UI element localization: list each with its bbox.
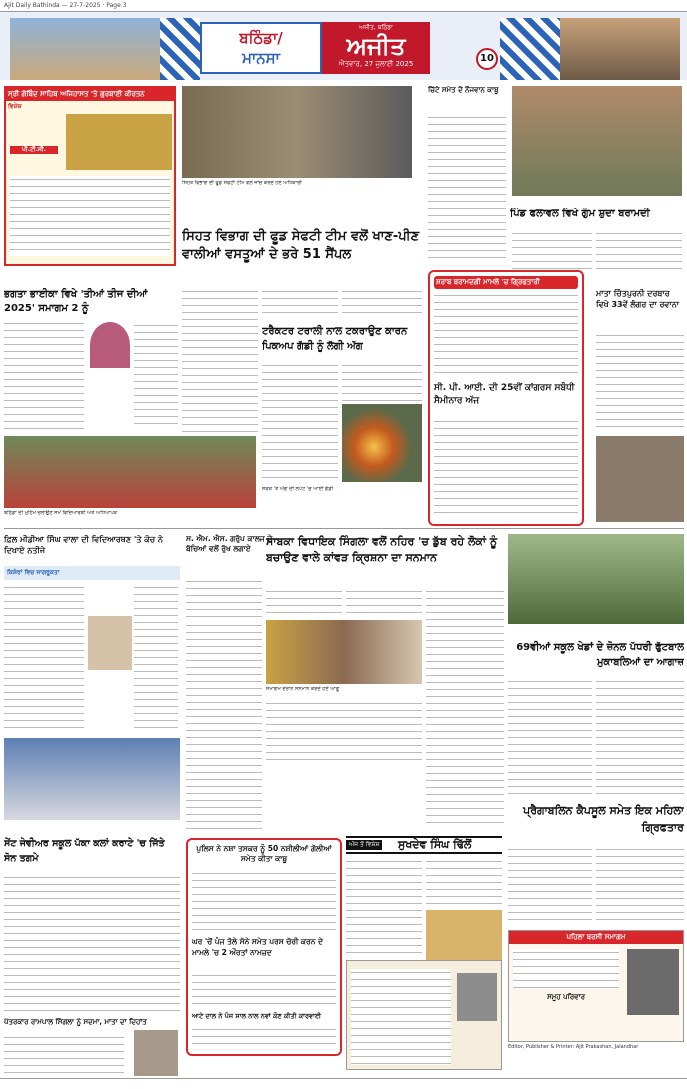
memorial-ad-family: ਸਮੂਹ ਪਰਿਵਾਰ — [547, 993, 585, 1001]
theft-body — [192, 972, 336, 1008]
football-headline: 69ਵੀਆਂ ਸਕੂਲ ਖੇਡਾਂ ਦੇ ਜ਼ੋਨਲ ਪੱਧਰੀ ਫੁੱਟਬਾਲ ਮੁਕਾਬਲਿਆਂ ਦਾ ਆਗਾਜ਼ — [516, 642, 684, 668]
newspaper-logo — [322, 22, 430, 74]
sms-body — [186, 578, 262, 618]
football-body-1 — [508, 678, 592, 798]
pregabalin-body-2 — [596, 846, 684, 926]
masthead-photo-left — [10, 18, 160, 80]
issue-date: ਐਤਵਾਰ, 27 ਜੁਲਾਈ 2025 — [338, 60, 414, 68]
promo-title: ਸ੍ਰੀ ਗੋਬਿੰਦ ਸਾਹਿਬ ਅਜਿਹਾਸਤ 'ਤੇ ਗੁਰਬਾਣੀ ਕੀਰਤਨ — [6, 88, 174, 101]
ad-center-photo — [457, 973, 497, 1021]
pregabalin-body-1 — [508, 846, 592, 926]
obituary-body — [4, 1034, 124, 1074]
football-photo — [508, 534, 684, 624]
ad-block-center — [346, 960, 502, 1070]
promo-badge: ਪੀ.ਟੀ.ਸੀ. — [10, 146, 58, 154]
print-strip: Ajit Daily Bathinda — 27-7-2025 · Page 3 — [0, 0, 687, 12]
school-body — [4, 874, 180, 1014]
obituary-photo — [134, 1030, 178, 1076]
masthead-photo-right — [560, 18, 680, 80]
police-red-box — [186, 838, 342, 1056]
village-body — [512, 230, 592, 270]
fire-caption: ਸੜਕ 'ਤੇ ਅੱਗ ਦੀ ਲਪੇਟ 'ਚ ਆਈ ਗੱਡੀ — [262, 486, 334, 492]
singla-headline: ਸਾਬਕਾ ਵਿਧਾਇਕ ਸਿੰਗਲਾ ਵਲੋਂ ਨਹਿਰ 'ਚ ਡੁੱਬ ਰਹੇ ਲੋਕਾਂ ਨੂੰ ਬਚਾਉਣ ਵਾਲੇ ਕਾਂਵੜ ਕ੍ਰਿਸ਼ਨਾ ਦਾ ਸਨਮਾਨ — [266, 535, 498, 564]
sms-body-2 — [186, 622, 262, 834]
liquor-red-box — [428, 270, 584, 526]
section-divider — [4, 528, 684, 529]
liquor-body — [434, 292, 578, 376]
cpi-headline: ਸੀ. ਪੀ. ਆਈ. ਦੀ 25ਵੀਂ ਕਾਂਗਰਸ ਸਬੰਧੀ ਸੈਮੀਨਾਰ ਅੱਜ — [434, 383, 575, 406]
page-number: 10 — [476, 48, 498, 70]
fire-headline: ਟਰੈਕਟਰ ਟਰਾਲੀ ਨਾਲ ਟਕਰਾਉਣ ਕਾਰਨ ਪਿਕਅਪ ਗੱਡੀ ਨੂੰ ਲੱਗੀ ਅੱਗ — [262, 326, 408, 352]
feature-band — [346, 836, 502, 854]
arrest-body — [428, 114, 506, 264]
food-safety-body-1 — [182, 288, 258, 433]
teej-body-2 — [134, 322, 178, 430]
masthead-pattern-left — [160, 18, 200, 80]
food-safety-caption: ਸਿਹਤ ਵਿਭਾਗ ਦੀ ਫੂਡ ਸੇਫਟੀ ਟੀਮ ਵਲੋਂ ਜਾਂਚ ਕਰਦੇ ਹੋਏ ਅਧਿਕਾਰੀ — [182, 180, 302, 186]
promo-box — [4, 86, 176, 266]
golden-temple-photo — [66, 114, 172, 170]
pregabalin-headline: ਪ੍ਰੈਗਾਬਲਿਨ ਕੈਪਸੂਲ ਸਮੇਤ ਇਕ ਮਹਿਲਾ ਗ੍ਰਿਫਤਾਰ — [523, 804, 684, 834]
feature-tag: ਅੱਜ ਤੋਂ ਵਿਸ਼ੇਸ਼ — [346, 840, 382, 850]
mata-headline: ਮਾਤਾ ਚਿੰਤਪੁਰਨੀ ਦਰਬਾਰ ਵਿਖੇ 33ਵੇਂ ਲੰਗਰ ਦਾ ਰਵਾਨਾ — [596, 289, 680, 309]
memorial-ad — [508, 930, 684, 1042]
fire-body-1 — [262, 362, 338, 482]
teej-portrait — [90, 322, 130, 368]
teej-headline: ਭਗਤਾ ਭਾਈਕਾ ਵਿਖੇ 'ਤੀਆਂ ਤੀਜ ਦੀਆਂ 2025' ਸਮਾਗਮ 2 ਨੂੰ — [4, 289, 148, 314]
masthead-pattern-right — [500, 18, 560, 80]
arrest-headline: ਚਿੱਟੇ ਸਮੇਤ ਦੋ ਨੌਜਵਾਨ ਕਾਬੂ — [428, 86, 499, 94]
flour-body — [192, 1026, 336, 1050]
obituary-headline: ਪੱਤਰਕਾਰ ਰਾਮਪਾਲ ਸਿੰਗਲਾ ਨੂੰ ਸਦਮਾ, ਮਾਤਾ ਦਾ ਦਿਹਾਂਤ — [4, 1018, 147, 1026]
food-safety-headline: ਸਿਹਤ ਵਿਭਾਗ ਦੀ ਫੂਡ ਸੇਫਟੀ ਟੀਮ ਵਲੋਂ ਖਾਣ-ਪੀਣ ਵਾਲੀਆਂ ਵਸਤੂਆਂ ਦੇ ਭਰੇ 51 ਸੈਂਪਲ — [182, 229, 420, 262]
memorial-ad-photo — [627, 949, 679, 1015]
feature-body-1 — [346, 858, 422, 954]
gathering-photo — [512, 86, 682, 196]
feature-body-2 — [426, 858, 502, 908]
memorial-ad-text — [513, 949, 619, 989]
theft-headline: ਘਰ 'ਚੋਂ ਪੰਜ ਤੋਲੇ ਸੋਨੇ ਸਮੇਤ ਪਰਸ ਚੋਰੀ ਕਰਨ ਦੇ ਮਾਮਲੇ 'ਚ 2 ਔਰਤਾਂ ਨਾਮਜ਼ਦ — [192, 937, 323, 957]
singla-body-3 — [426, 588, 504, 828]
fire-photo — [342, 404, 422, 482]
singla-photo — [266, 620, 422, 684]
flour-headline: ਆਟੇ ਦਾਲ ਨੇ ਪੰਜ ਸਾਲ ਨਾਲ ਨਵਾਂ ਕੋਣ ਕੀਤੀ ਕਾਰਵਾਈ — [192, 1012, 321, 1020]
singla-body-1 — [266, 588, 342, 618]
girl-athlete-headline: ਫ਼ਿਲ ਮੀਡੀਆ ਸਿੰਘ ਵਾਲਾ ਦੀ ਵਿਦਿਆਰਥਣ 'ਤੇ ਕੋਚ ਨੇ ਦਿਖਾਏ ਨਤੀਜੇ — [4, 535, 163, 555]
fire-body-2 — [342, 362, 422, 402]
singla-body-2 — [346, 588, 422, 618]
mata-photo — [596, 436, 684, 522]
food-safety-photo — [182, 86, 412, 178]
sms-headline: ਸ. ਐਮ. ਐਸ. ਗਰੁੱਪ ਕਾਲਜ ਦੇ ਬੱਚਿਆਂ ਵਲੋਂ ਰੁੱਖ ਲਗਾਏ — [186, 534, 273, 553]
police-headline: ਪੁਲਿਸ ਨੇ ਨਸ਼ਾ ਤਸਕਰ ਨੂੰ 50 ਨਸ਼ੀਲੀਆਂ ਗੋਲੀਆਂ ਸਮੇਤ ਕੀਤਾ ਕਾਬੂ — [196, 844, 332, 863]
promo-text — [10, 176, 170, 256]
feature-name: ਸੁਖਦੇਵ ਸਿੰਘ ਢਿੱਲੋਂ — [398, 838, 472, 851]
singla-body-4 — [266, 700, 422, 760]
section-title-line1: ਬਠਿੰਡਾ/ — [239, 29, 283, 47]
teej-body — [4, 320, 84, 430]
food-safety-body-3 — [342, 288, 422, 318]
memorial-ad-title: ਪਹਿਲਾ ਬਰਸੀ ਸਮਾਗਮ — [509, 931, 683, 944]
logo-small: ਅਜੀਤ, ਬਠਿੰਡਾ — [359, 24, 393, 31]
cpi-body — [434, 418, 578, 518]
liquor-title: ਸ਼ਰਾਬ ਬਰਾਮਦਗੀ ਮਾਮਲੇ 'ਚ ਗ੍ਰਿਫਤਾਰੀ — [434, 276, 578, 289]
section-title-line2: ਮਾਨਸਾ — [242, 49, 280, 67]
village-body-2 — [596, 230, 682, 270]
section-title — [200, 22, 322, 74]
singla-caption: ਸਮਾਗਮ ਦੌਰਾਨ ਸਨਮਾਨ ਕਰਦੇ ਹੋਏ ਆਗੂ — [266, 686, 340, 692]
food-safety-body-2 — [262, 288, 338, 318]
school-headline: ਸੇਂਟ ਜੇਵੀਅਰ ਸਕੂਲ ਪੱਕਾ ਕਲਾਂ ਕਰਾਟੇ 'ਚ ਜਿੱਤੇ ਸੋਨ ਤਗਮੇ — [4, 838, 165, 864]
village-headline: ਪਿੰਡ ਫਲਾਵਲ ਵਿਖੇ ਗੁੰਮ ਸ਼ੁਦਾ ਬਰਾਮਦੀ — [510, 208, 650, 219]
police-body — [192, 870, 336, 930]
football-body-2 — [596, 678, 684, 798]
girl-athlete-body — [4, 584, 84, 734]
bottom-rule — [0, 1078, 687, 1079]
feature-portrait — [426, 910, 502, 966]
girl-athlete-body-2 — [134, 584, 178, 734]
logo-name: ਅਜੀਤ — [346, 32, 406, 60]
girl-athlete-photo — [88, 616, 132, 670]
footer-imprint: Editor, Publisher & Printer: Ajit Prakashan, Jalandhar — [508, 1044, 639, 1050]
students-photo — [4, 436, 256, 508]
karate-photo — [4, 738, 180, 820]
students-caption: ਬਠਿੰਡਾ ਦੀ ਮੁਹਿੰਮ ਚਲਾਉਣ ਸਮੇਂ ਵਿਦਿਆਰਥੀ ਅਤੇ ਅਧਿਆਪਕ — [4, 510, 118, 516]
mata-body — [596, 332, 684, 432]
promo-tag: ਵਿਸ਼ੇਸ਼ — [8, 103, 22, 110]
ad-center-text — [351, 969, 451, 1065]
girl-athlete-tag: ਕਿਸ਼ੋਰਾਂ ਵਿਚ ਜਾਗਰੂਕਤਾ — [4, 566, 180, 580]
